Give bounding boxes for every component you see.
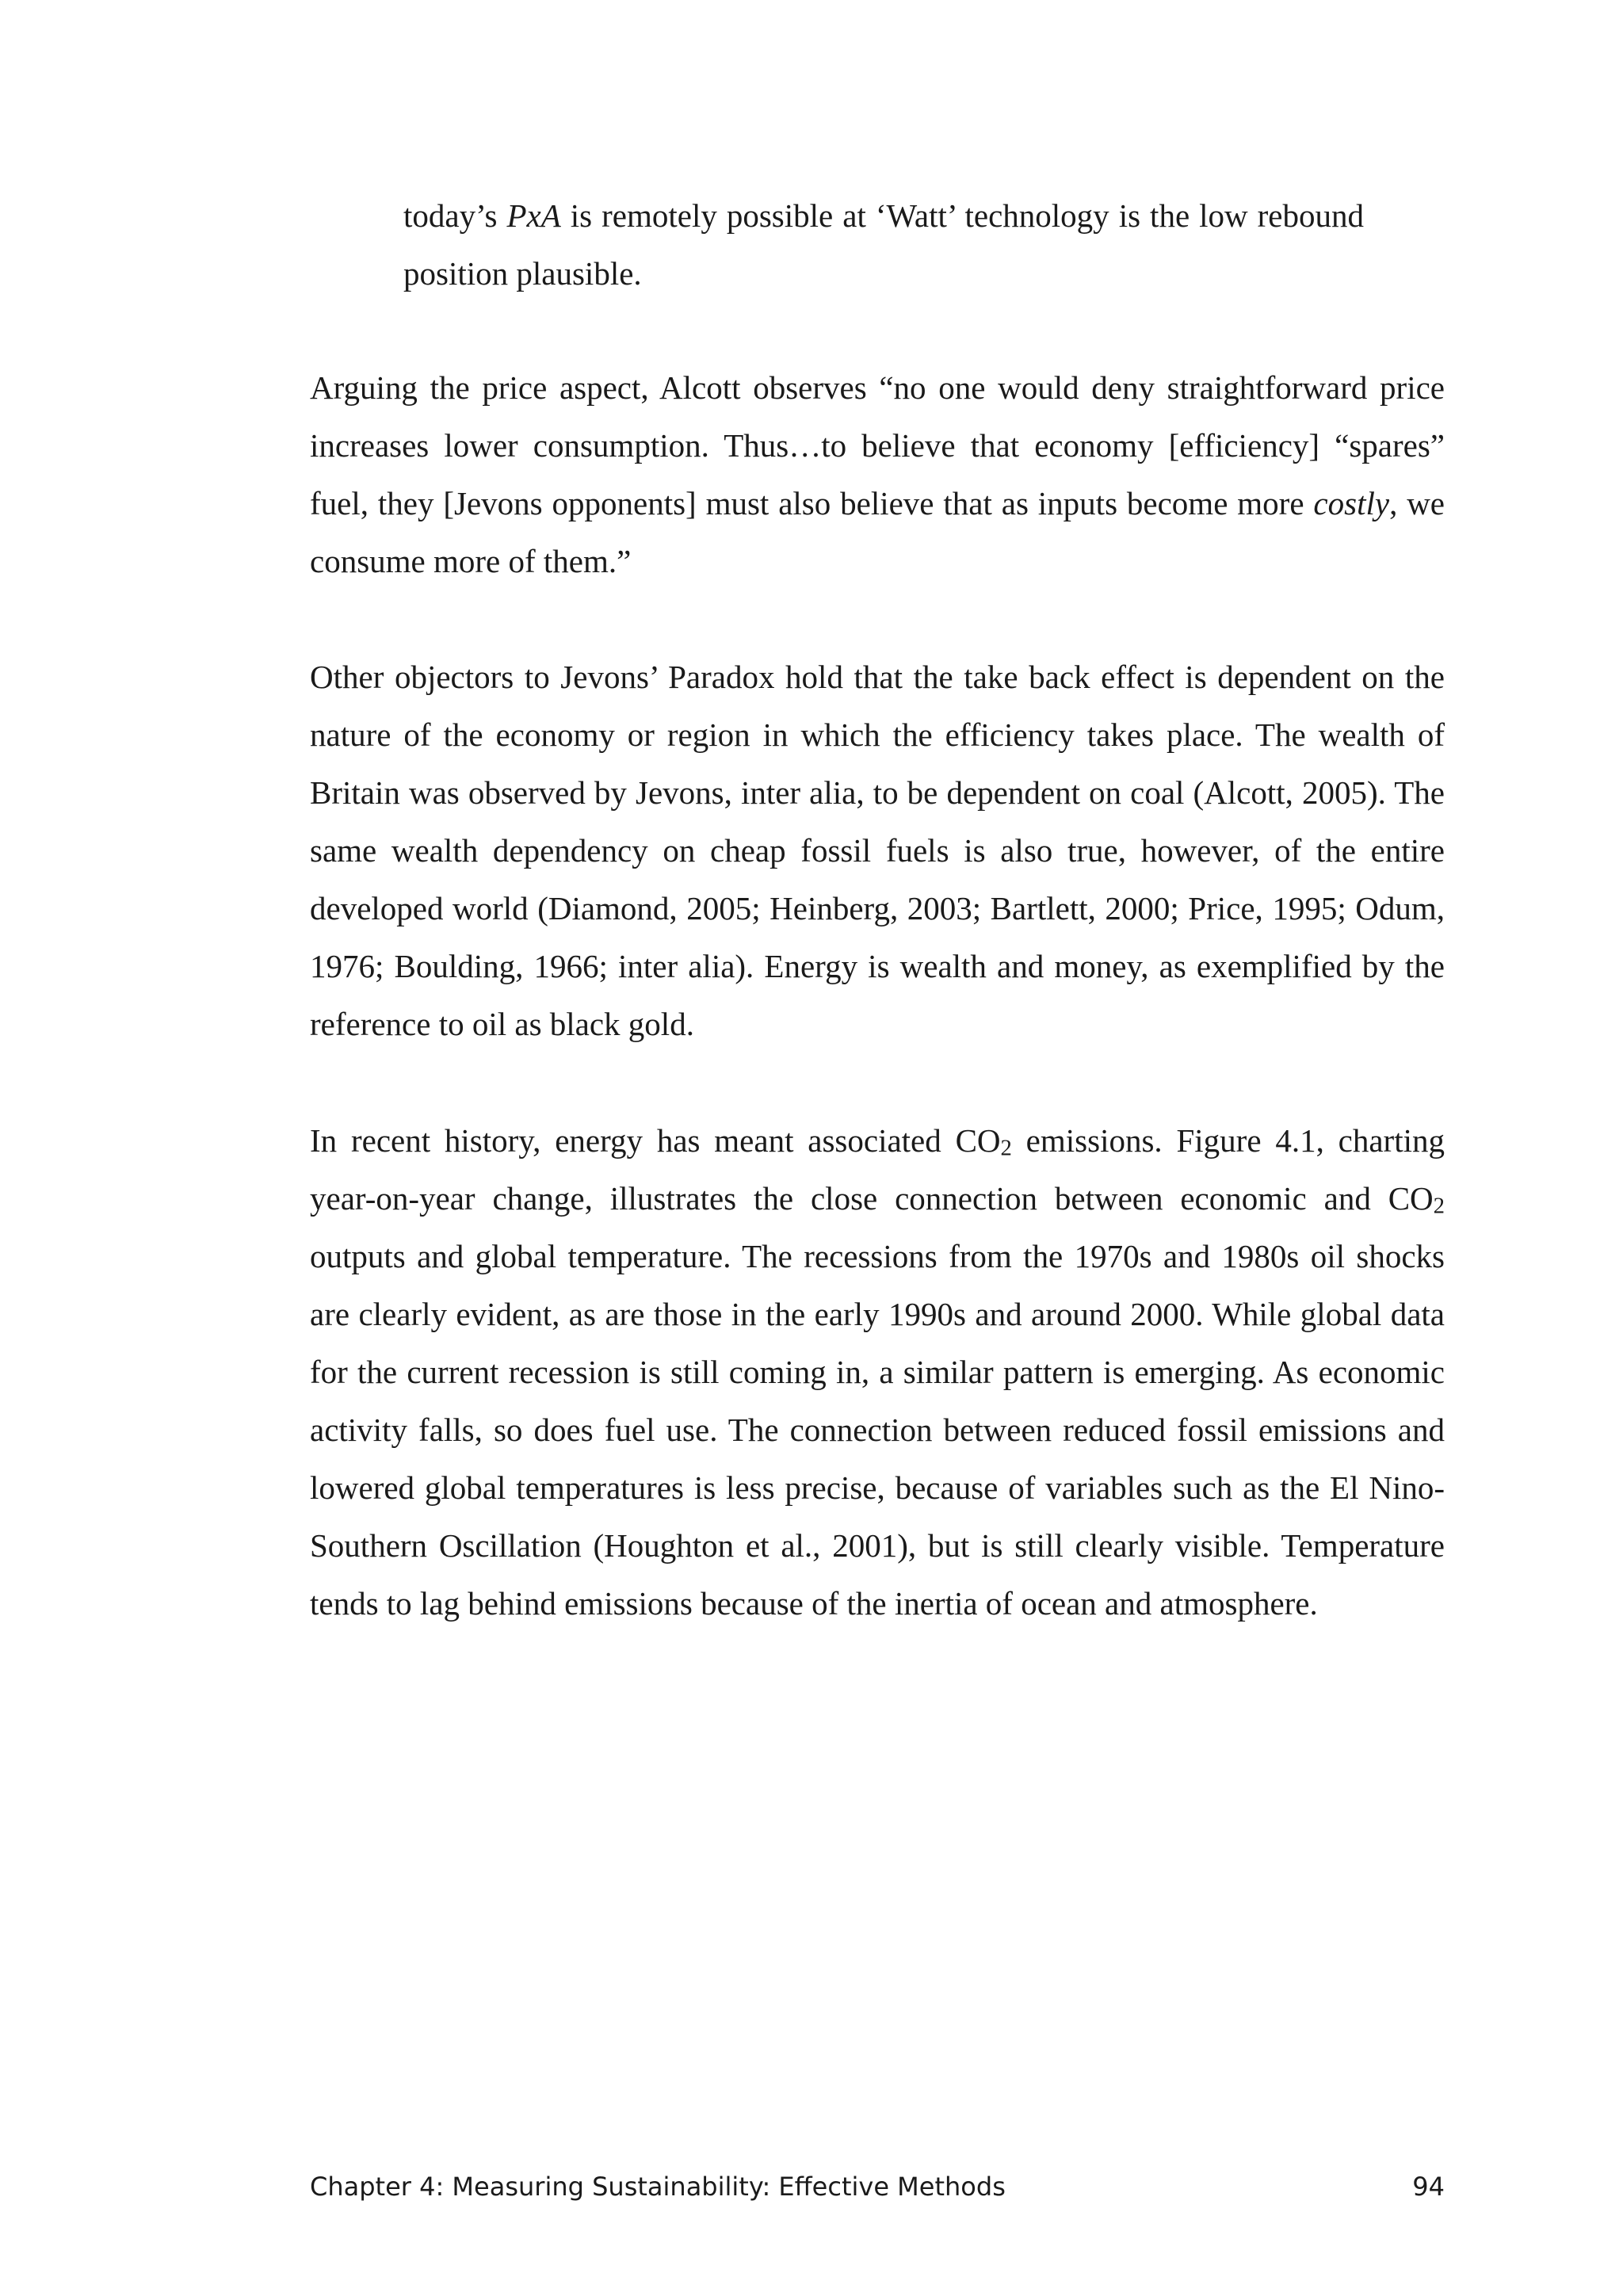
paragraph-recent-history [310, 1112, 1445, 1633]
quote-text-start: today’s [403, 197, 507, 234]
paragraph-text-end: , we consume more of them.” [310, 485, 1445, 579]
page-number: 94 [1412, 2172, 1445, 2202]
quote-text-end: is remotely possible at ‘Watt’ technology is the low rebound position plausible. [403, 197, 1365, 292]
page-footer [310, 2172, 1445, 2211]
footer-chapter-title: Chapter 4: Measuring Sustainability: Effective Methods [310, 2172, 1006, 2202]
paragraph-text: emissions. Figure 4.1, charting year-on-year change, illustrates the close connection between economic and CO [310, 1122, 1445, 1217]
paragraph-text: In recent history, energy has meant associated CO [310, 1122, 1001, 1159]
paragraph-text: Arguing the price aspect, Alcott observes “no one would deny straightforward price increases lower consumption. Thus…to believe that economy [efficiency] “spares” fuel, they [Jevons opponents] must also believe that as inputs become more [310, 369, 1445, 521]
paragraph-text-end: outputs and global temperature. The recessions from the 1970s and 1980s oil shocks are clearly evident, as are those in the early 1990s and around 2000. While global data for the current recession is still coming in, a similar pattern is emerging. As economic activity falls, so does fuel use. The connection between reduced fossil emissions and lowered global temperatures is less precise, because of variables such as the El Nino-Southern Oscillation (Houghton et al., 2001), but is still clearly visible. Temperature tends to lag behind emissions because of the inertia of ocean and atmosphere. [310, 1238, 1445, 1622]
quote-italic-term: PxA [506, 197, 561, 234]
block-quote-continuation [403, 187, 1364, 303]
paragraph-objectors: Other objectors to Jevons’ Paradox hold that the take back effect is dependent on the nature of the economy or region in which the efficiency takes place. The wealth of Britain was observed by Jevons, inter alia, to be dependent on coal (Alcott, 2005). The same wealth dependency on cheap fossil fuels is also true, however, of the entire developed world (Diamond, 2005; Heinberg, 2003; Bartlett, 2000; Price, 1995; Odum, 1976; Boulding, 1966; inter alia). Energy is wealth and money, as exemplified by the reference to oil as black gold. [310, 659, 1445, 1042]
subscript: 2 [1000, 1135, 1012, 1161]
paragraph-price-aspect [310, 359, 1445, 590]
subscript: 2 [1433, 1193, 1445, 1219]
italic-emphasis: costly [1313, 485, 1390, 521]
